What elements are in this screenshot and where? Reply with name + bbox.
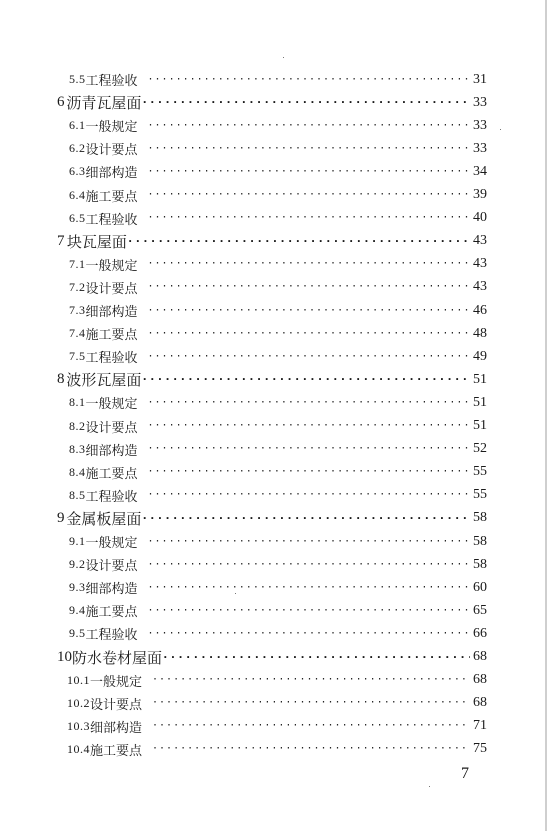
dot-leader <box>148 444 470 454</box>
toc-entry-title: 工程验收 <box>85 628 138 644</box>
toc-entry-number: 10.4 <box>67 741 90 756</box>
toc-entry-title: 一般规定 <box>85 536 138 551</box>
dot-leader <box>141 513 470 524</box>
toc-entry-page: 65 <box>473 602 487 618</box>
dot-leader <box>152 675 470 685</box>
dot-leader <box>148 306 470 316</box>
toc-entry-title: 块瓦屋面 <box>66 232 127 251</box>
dot-leader <box>141 374 470 385</box>
toc-chapter-entry <box>57 91 487 114</box>
toc-entry-number: 6.2 <box>69 141 86 156</box>
toc-entry-page: 51 <box>473 371 487 387</box>
dot-leader <box>152 698 470 708</box>
toc-entry-number: 6.4 <box>69 187 86 202</box>
toc-entry-page: 43 <box>473 256 487 272</box>
toc-section-entry <box>69 576 487 599</box>
toc-entry-title: 工程验收 <box>85 212 138 228</box>
dot-leader <box>152 721 470 731</box>
toc-entry-number: 5.5 <box>69 72 86 86</box>
dot-leader <box>148 629 470 639</box>
toc-section-entry <box>69 553 487 576</box>
scan-speck <box>283 57 284 58</box>
toc-entry-number: 10.1 <box>67 672 90 687</box>
toc-entry-number: 9.1 <box>69 534 86 548</box>
toc-entry-number: 9.2 <box>69 557 86 572</box>
toc-chapter-entry <box>57 230 487 253</box>
toc-section-entry <box>67 692 487 715</box>
toc-section-entry <box>69 391 487 414</box>
toc-entry-title: 细部构造 <box>85 305 138 320</box>
toc-entry-page: 52 <box>473 441 487 457</box>
toc-entry-title: 施工要点 <box>85 466 138 482</box>
toc-entry-title: 工程验收 <box>85 489 138 505</box>
toc-entry-page: 51 <box>473 394 487 410</box>
toc-entry-number: 6.3 <box>69 164 86 179</box>
toc-entry-number: 7.3 <box>69 303 86 317</box>
toc-entry-number: 9 <box>57 509 65 526</box>
dot-leader <box>148 329 470 339</box>
toc-section-entry <box>69 322 487 345</box>
toc-entry-page: 33 <box>473 117 487 133</box>
toc-entry-title: 金属板屋面 <box>66 509 142 528</box>
toc-entry-number: 7.5 <box>69 349 86 364</box>
toc-section-entry <box>69 68 487 91</box>
toc-entry-title: 防水卷材屋面 <box>72 648 163 667</box>
toc-entry-page: 58 <box>473 556 487 572</box>
toc-entry-page: 43 <box>473 279 487 295</box>
toc-entry-number: 6.5 <box>69 210 86 225</box>
dot-leader <box>148 606 470 616</box>
toc-entry-page: 33 <box>473 140 487 156</box>
toc-entry-number: 7.2 <box>69 279 86 294</box>
toc-section-entry <box>69 622 487 645</box>
toc-entry-number: 8.5 <box>69 487 86 502</box>
toc-entry-number: 6.1 <box>69 118 86 133</box>
toc-chapter-entry <box>57 507 487 530</box>
toc-entry-page: 55 <box>473 487 487 503</box>
toc-entry-page: 68 <box>473 672 487 688</box>
toc-entry-page: 71 <box>473 718 487 734</box>
toc-entry-title: 施工要点 <box>85 189 138 205</box>
toc-entry-page: 55 <box>473 464 487 480</box>
toc-entry-title: 细部构造 <box>85 443 138 459</box>
toc-entry-title: 设计要点 <box>85 281 138 297</box>
toc-entry-number: 9.3 <box>69 580 86 595</box>
page-number: 7 <box>461 765 469 782</box>
toc-entry-page: 60 <box>473 579 487 595</box>
toc-section-entry <box>69 207 487 230</box>
dot-leader <box>148 490 470 500</box>
toc-entry-number: 9.5 <box>69 626 86 641</box>
toc-entry-page: 40 <box>473 210 487 226</box>
toc-entry-title: 工程验收 <box>85 74 138 89</box>
toc-entry-page: 48 <box>473 325 487 341</box>
toc-entry-number: 10.3 <box>67 718 90 733</box>
dot-leader <box>148 144 470 154</box>
toc-entry-page: 39 <box>473 187 487 202</box>
toc-entry-number: 8.2 <box>69 418 86 433</box>
toc-section-entry <box>69 438 487 461</box>
dot-leader <box>148 259 470 269</box>
toc-section-entry <box>69 299 487 322</box>
toc-entry-title: 细部构造 <box>90 720 143 736</box>
toc-entry-number: 10.2 <box>67 695 90 710</box>
toc-section-entry <box>69 415 487 438</box>
toc-entry-number: 10 <box>57 648 72 665</box>
toc-entry-page: 58 <box>473 510 487 526</box>
toc-entry-number: 7 <box>57 232 65 249</box>
toc-chapter-entry <box>57 646 487 669</box>
toc-entry-title: 设计要点 <box>90 697 143 713</box>
toc-entry-title: 设计要点 <box>85 559 138 575</box>
toc-entry-number: 8.3 <box>69 441 86 456</box>
toc-entry-number: 8 <box>57 371 65 388</box>
toc-entry-page: 31 <box>473 71 487 87</box>
toc-entry-title: 细部构造 <box>85 582 138 598</box>
dot-leader <box>148 121 470 131</box>
dot-leader <box>148 560 470 570</box>
toc-entry-page: 33 <box>473 94 487 110</box>
dot-leader <box>148 583 470 593</box>
scan-speck <box>235 593 236 594</box>
toc-entry-title: 细部构造 <box>85 166 138 182</box>
toc-entry-page: 68 <box>473 695 487 711</box>
toc-entry-page: 34 <box>473 163 487 179</box>
dot-leader <box>148 537 470 547</box>
toc-entry-title: 一般规定 <box>85 258 138 274</box>
toc-entry-page: 51 <box>473 418 487 433</box>
toc-entry-title: 工程验收 <box>85 351 138 367</box>
toc-entry-page: 43 <box>473 233 487 249</box>
dot-leader <box>127 236 470 247</box>
dot-leader <box>148 190 470 200</box>
scan-speck <box>500 129 501 130</box>
toc-entry-number: 7.1 <box>69 256 86 271</box>
toc-section-entry <box>69 599 487 622</box>
toc-entry-number: 7.4 <box>69 326 86 341</box>
dot-leader <box>148 75 470 85</box>
toc-section-entry <box>69 253 487 276</box>
toc-section-entry <box>69 484 487 507</box>
toc-entry-title: 一般规定 <box>85 120 138 136</box>
toc-entry-number: 9.4 <box>69 603 86 618</box>
toc-entry-title: 施工要点 <box>85 328 138 344</box>
toc-section-entry <box>67 738 487 761</box>
dot-leader <box>148 421 470 431</box>
toc-entry-title: 沥青瓦屋面 <box>66 94 142 113</box>
dot-leader <box>148 352 470 362</box>
toc-entry-number: 6 <box>57 94 65 111</box>
toc-section-entry <box>67 715 487 738</box>
toc-entry-title: 波形瓦屋面 <box>66 371 142 390</box>
toc-entry-number: 8.4 <box>69 464 86 479</box>
toc-entry-page: 46 <box>473 302 487 318</box>
toc-entry-page: 49 <box>473 348 487 364</box>
toc-section-entry <box>69 345 487 368</box>
toc-entry-title: 设计要点 <box>85 143 138 159</box>
toc-entry-page: 68 <box>473 649 487 664</box>
toc-entry-title: 施工要点 <box>90 743 143 759</box>
toc-entry-title: 施工要点 <box>85 605 138 621</box>
toc-section-entry <box>69 184 487 207</box>
toc-section-entry <box>69 137 487 160</box>
toc-entry-page: 58 <box>473 533 487 549</box>
dot-leader <box>152 744 470 754</box>
dot-leader <box>148 167 470 177</box>
dot-leader <box>148 282 470 292</box>
toc-section-entry <box>67 669 487 692</box>
dot-leader <box>148 467 470 477</box>
toc-entry-number: 8.1 <box>69 395 86 410</box>
toc-entry-title: 设计要点 <box>85 420 138 436</box>
toc-chapter-entry <box>57 368 487 391</box>
toc-section-entry <box>69 160 487 183</box>
toc-entry-page: 75 <box>473 741 487 757</box>
dot-leader <box>141 97 470 108</box>
toc-entry-page: 66 <box>473 625 487 641</box>
toc-section-entry <box>69 530 487 553</box>
dot-leader <box>148 398 470 408</box>
scan-speck <box>429 786 430 787</box>
dot-leader <box>148 213 470 223</box>
toc-entry-title: 一般规定 <box>85 397 138 413</box>
toc-section-entry <box>69 461 487 484</box>
toc-section-entry <box>69 114 487 137</box>
dot-leader <box>162 652 470 663</box>
toc-section-entry <box>69 276 487 299</box>
toc-entry-title: 一般规定 <box>90 674 143 690</box>
